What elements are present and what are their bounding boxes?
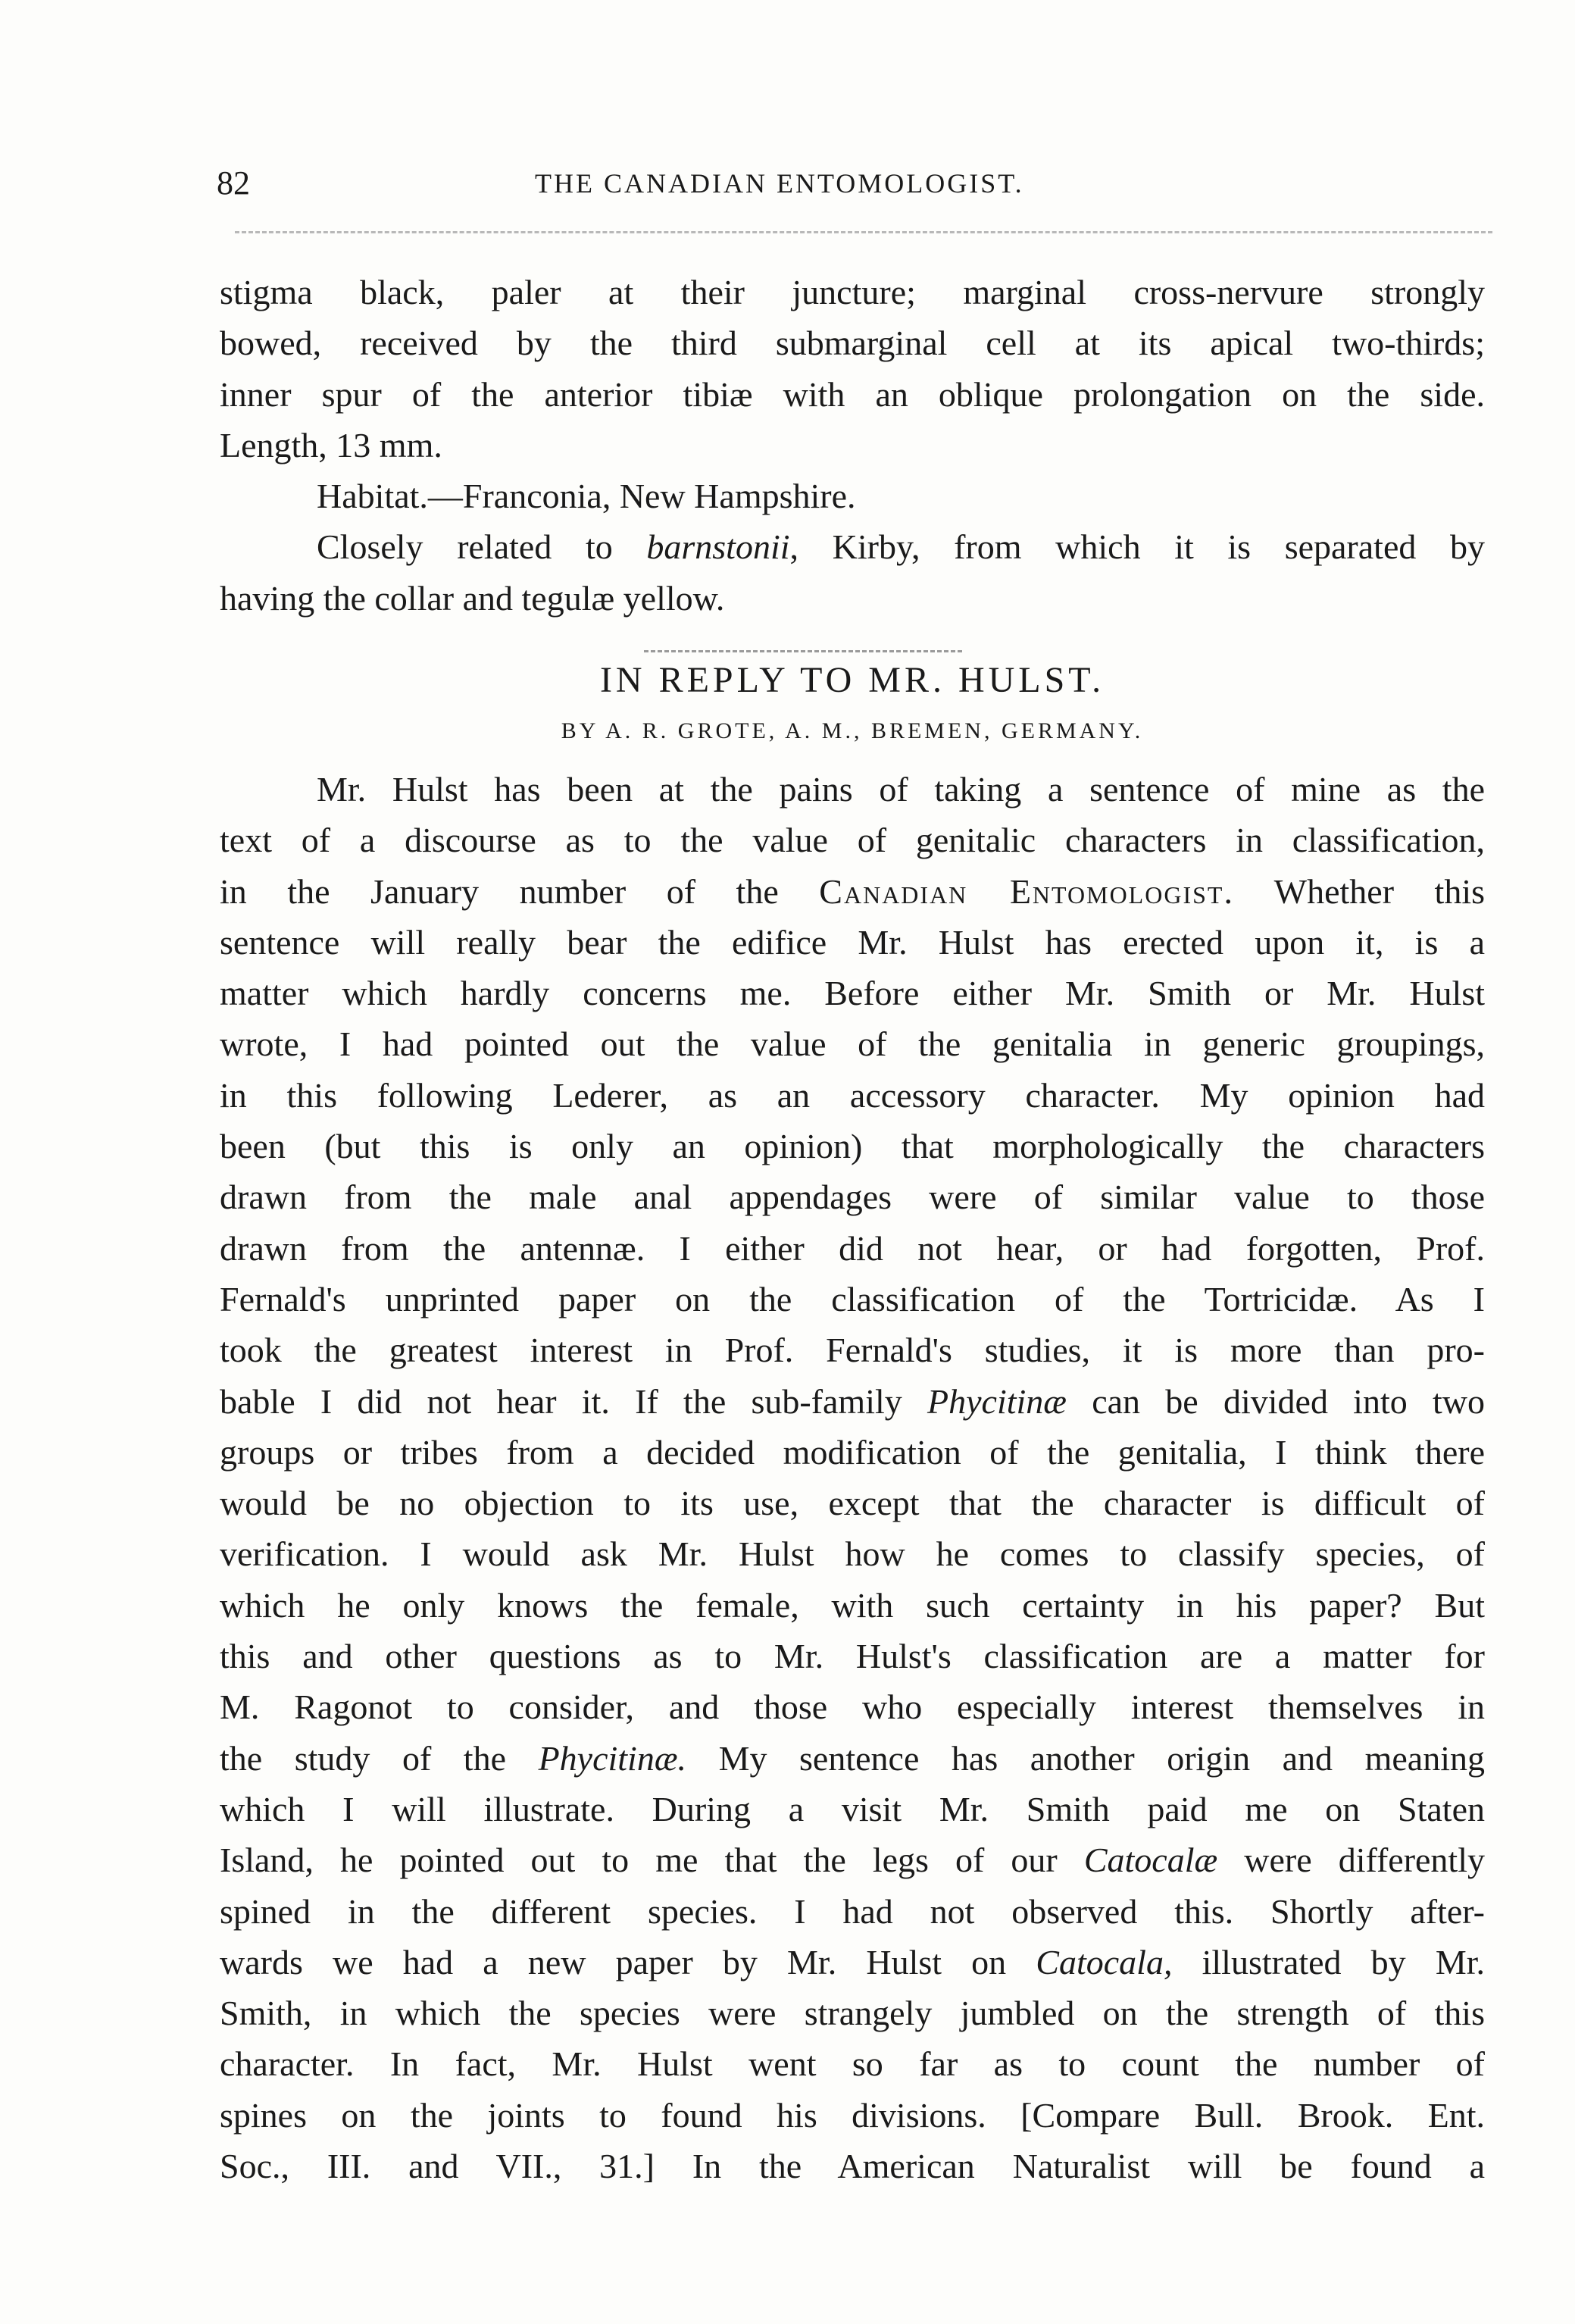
species-name: barnstonii (646, 527, 790, 567)
page-number: 82 (217, 164, 250, 202)
text-line (220, 1834, 1485, 1885)
text-line: spined in the different species. I had not observed this. Shortly after- (220, 1891, 1485, 1931)
text-line: text of a discourse as to the value of genitalic characters in classification, (220, 821, 1485, 860)
running-head: THE CANADIAN ENTOMOLOGIST. (535, 168, 1024, 199)
page-header (217, 161, 1497, 206)
text-line: inner spur of the anterior tibiæ with an oblique prolongation on the side. (220, 374, 1485, 414)
text-segment: My sentence has another origin and meaning (686, 1738, 1485, 1778)
article-title: IN REPLY TO MR. HULST. (599, 660, 1105, 700)
text-line: Mr. Hulst has been at the pains of taking a sentence of mine as the (317, 770, 1485, 809)
header-rule (235, 231, 1492, 233)
related-line (220, 521, 1485, 572)
text-line: character. In fact, Mr. Hulst went so far as to count the number of (220, 2044, 1485, 2084)
text-line: Soc., III. and VII., 31.] In the American Naturalist will be found a (220, 2147, 1485, 2186)
text-line: having the collar and tegulæ yellow. (220, 578, 725, 618)
text-line: stigma black, paler at their juncture; marginal cross-nervure strongly (220, 273, 1485, 311)
text-line: matter which hardly concerns me. Before either Mr. Smith or Mr. Hulst (220, 974, 1485, 1013)
text-segment: Closely related to (317, 527, 647, 567)
text-line (220, 1376, 1485, 1427)
text-line: which he only knows the female, with such certainty in his paper? But (220, 1585, 1485, 1625)
text-line: which I will illustrate. During a visit Mr. Smith paid me on Staten (220, 1789, 1485, 1828)
text-line: took the greatest interest in Prof. Fernald's studies, it is more than pro- (220, 1331, 1485, 1370)
text-segment: in the January number of the (220, 871, 820, 911)
text-segment: the study of the (220, 1738, 539, 1778)
text-segment: illustrated by Mr. (1172, 1942, 1485, 1981)
text-line: groups or tribes from a decided modification of the genitalia, I think there (220, 1432, 1485, 1472)
text-line: Smith, in which the species were strangely jumbled on the strength of this (220, 1994, 1485, 2033)
text-line: been (but this is only an opinion) that morphologically the characters (220, 1127, 1485, 1166)
text-segment: were differently (1217, 1841, 1485, 1880)
taxon-name: Catocalæ (1083, 1841, 1218, 1880)
text-line: spines on the joints to found his divisions. [Compare Bull. Brook. Ent. (220, 2095, 1485, 2135)
text-line: Fernald's unprinted paper on the classification of the Tortricidæ. As I (220, 1279, 1485, 1318)
taxon-name: Phycitinæ (927, 1381, 1067, 1421)
article-byline: BY A. R. GROTE, A. M., BREMEN, GERMANY. (561, 718, 1144, 743)
journal-name: Canadian Entomologist. (819, 871, 1234, 911)
text-line: sentence will really bear the edifice Mr. Hulst has erected upon it, is a (220, 922, 1485, 962)
text-line: verification. I would ask Mr. Hulst how he comes to classify species, of (220, 1534, 1485, 1574)
text-line (220, 866, 1485, 917)
continuation-text (220, 267, 1485, 624)
text-segment: Island, he pointed out to me that the legs of our (220, 1841, 1084, 1880)
text-segment: , Kirby, from which it is separated by (789, 527, 1485, 567)
habitat-line: Habitat.—Franconia, New Hampshire. (317, 477, 856, 516)
text-line: in this following Lederer, as an accessory character. My opinion had (220, 1075, 1485, 1115)
text-line: M. Ragonot to consider, and those who especially interest themselves in (220, 1687, 1485, 1727)
text-segment: can be divided into two (1066, 1381, 1485, 1421)
text-line: drawn from the antennæ. I either did not hear, or had forgotten, Prof. (220, 1228, 1485, 1268)
text-line: wrote, I had pointed out the value of the genitalia in generic groupings, (220, 1024, 1485, 1064)
taxon-name: Catocala, (1036, 1942, 1173, 1981)
article-body (220, 764, 1485, 2191)
text-segment: bable I did not hear it. If the sub-family (220, 1381, 928, 1421)
text-line (220, 1733, 1485, 1784)
text-line: this and other questions as to Mr. Hulst's classification are a matter for (220, 1637, 1485, 1676)
taxon-name: Phycitinæ. (538, 1738, 687, 1778)
text-line: would be no objection to its use, except that the character is difficult of (220, 1484, 1485, 1523)
text-segment: wards we had a new paper by Mr. Hulst on (220, 1942, 1036, 1981)
text-line: Length, 13 mm. (220, 425, 442, 464)
text-segment: Whether this (1233, 871, 1486, 911)
text-line (220, 1937, 1485, 1988)
text-line: drawn from the male anal appendages were of similar value to those (220, 1178, 1485, 1217)
text-line: bowed, received by the third submarginal cell at its apical two-thirds; (220, 324, 1485, 363)
